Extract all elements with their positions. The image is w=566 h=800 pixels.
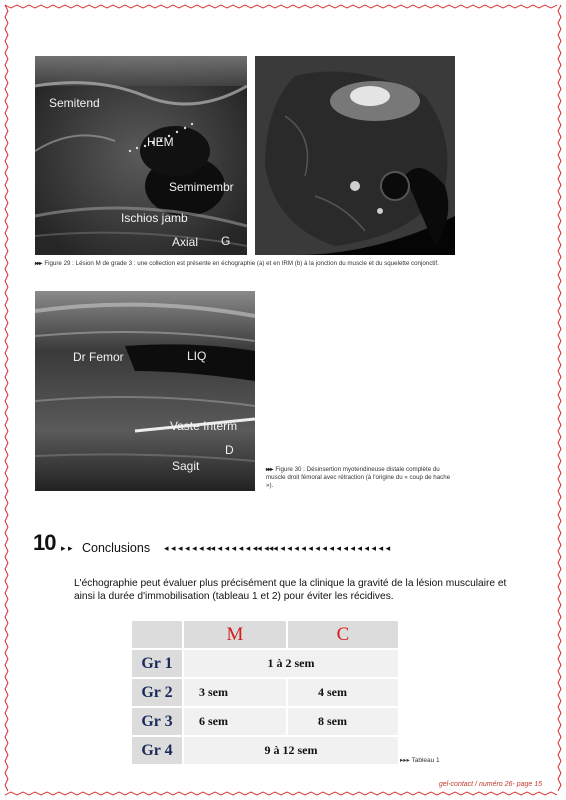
table-caption: ▸▸▸ Tableau 1: [400, 757, 440, 764]
table-row: [131, 707, 399, 736]
table-header-m: M: [183, 620, 287, 649]
caption-arrow-icon: ▸▸▸: [266, 466, 273, 473]
section-arrows-left: ▸ ▸: [61, 543, 73, 553]
caption-arrow-icon: ▸▸▸: [35, 260, 42, 267]
section-title: Conclusions: [82, 541, 151, 555]
us-label-axial: Axial: [172, 235, 199, 249]
mri-image-29: [255, 56, 455, 255]
section-arrows-right: ◂ ◂ ◂ ◂ ◂ ◂ ◂◂ ◂ ◂ ◂ ◂ ◂ ◂◂ ◂◂◂ ◂ ◂ ◂ ◂ ◂ ◂ ◂ ◂ ◂ ◂ ◂ ◂ ◂ ◂ ◂ ◂: [164, 543, 391, 553]
conclusion-paragraph: L'échographie peut évaluer plus précisément que la clinique la gravité de la lésion musculaire et ainsi la durée d'immobilisation (tableau 1 et 2) pour éviter les récidives.: [74, 578, 507, 602]
us-label-liq: LIQ: [187, 349, 207, 363]
figure30-caption: [266, 466, 456, 490]
table-grade-cell: Gr 2: [131, 678, 183, 707]
figure30-caption-text: Figure 30 : Désinsertion myotendineuse distale complète du muscle droit fémoral avec rétraction (à l'origine du « coup de hache »).: [266, 466, 451, 489]
table-corner-cell: [131, 620, 183, 649]
table-header-row: [131, 620, 399, 649]
table-grade-cell: Gr 4: [131, 736, 183, 765]
figure29-mri: [255, 56, 455, 255]
figure30-ultrasound: [35, 291, 255, 491]
us-label-ischios: Ischios jamb: [121, 211, 188, 225]
us-label-semimembr: Semimembr: [169, 180, 234, 194]
ultrasound-image-29: [35, 56, 247, 255]
table-header-c: C: [287, 620, 399, 649]
table-m-cell: 6 sem: [183, 707, 287, 736]
table-grade-cell: Gr 1: [131, 649, 183, 678]
table-c-cell: 8 sem: [287, 707, 399, 736]
us-label-vaste: Vaste Interm: [170, 419, 238, 433]
figure29-caption: [35, 260, 455, 268]
us-label-semitend: Semitend: [49, 96, 100, 110]
table-row: [131, 649, 399, 678]
table-grade-cell: Gr 3: [131, 707, 183, 736]
ultrasound-image-30: [35, 291, 255, 491]
table-m-cell: 3 sem: [183, 678, 287, 707]
us-label-g: G: [221, 234, 231, 248]
us-label-sagit: Sagit: [172, 459, 200, 473]
us-label-d: D: [225, 443, 234, 457]
page-footer: gel-contact / numéro 26- page 15: [438, 781, 542, 788]
us-label-drfemor: Dr Femor: [73, 350, 124, 364]
table-row: [131, 678, 399, 707]
figure29-ultrasound: [35, 56, 247, 255]
figure29-caption-text: Figure 29 : Lésion M de grade 3 : une collection est présente en échographie (a) et en IRM (b) à la jonction du muscle et du squelette conjonctif.: [44, 260, 439, 267]
us-label-hem: HEM: [147, 135, 174, 149]
immobilisation-table: [130, 619, 400, 766]
table-merged-cell: 9 à 12 sem: [183, 736, 399, 765]
table-row: [131, 736, 399, 765]
section-number: 10: [33, 530, 56, 555]
table-c-cell: 4 sem: [287, 678, 399, 707]
table-merged-cell: 1 à 2 sem: [183, 649, 399, 678]
